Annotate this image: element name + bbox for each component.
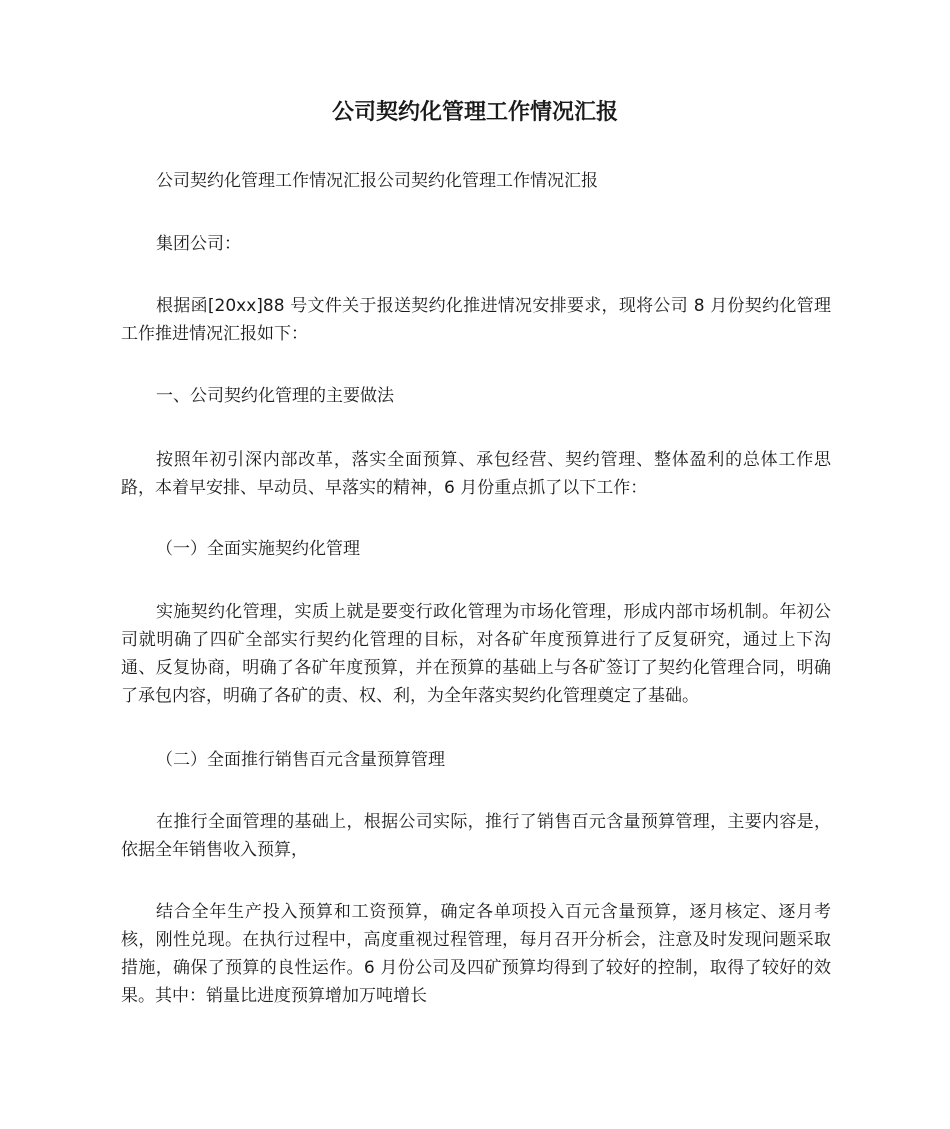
subsection-heading-1: （一）全面实施契约化管理: [156, 539, 360, 559]
paragraph-subtitle: 公司契约化管理工作情况汇报公司契约化管理工作情况汇报: [156, 171, 598, 191]
subsection-heading-2: （二）全面推行销售百元含量预算管理: [156, 750, 445, 770]
paragraph-contract-management: 实施契约化管理，实质上就是要变行政化管理为市场化管理，形成内部市场机制。年初公司就明确了四矿全部实行契约化管理的目标，对各矿年度预算进行了反复研究，通过上下沟通、反复协商，明确了各矿年度预算，并在预算的基础上与各矿签订了契约化管理合同，明确了承包内容，明确了各矿的责、权、利，为全年落实契约化管理奠定了基础。: [121, 602, 831, 706]
section-heading-1: 一、公司契约化管理的主要做法: [156, 386, 394, 406]
paragraph-salutation: 集团公司：: [156, 234, 241, 254]
paragraph-budget-results: 结合全年生产投入预算和工资预算，确定各单项投入百元含量预算，逐月核定、逐月考核，刚性兑现。在执行过程中，高度重视过程管理，每月召开分析会，注意及时发现问题采取措施，确保了预算的良性运作。6 月份公司及四矿预算均得到了较好的控制，取得了较好的效果。其中：销量比进度预算增加万吨增长: [121, 902, 831, 1006]
paragraph-budget-management: 在推行全面管理的基础上，根据公司实际，推行了销售百元含量预算管理，主要内容是，依据全年销售收入预算，: [121, 812, 831, 860]
paragraph-work-approach: 按照年初引深内部改革，落实全面预算、承包经营、契约管理、整体盈利的总体工作思路，本着早安排、早动员、早落实的精神，6 月份重点抓了以下工作：: [121, 450, 831, 498]
paragraph-intro: 根据函[20xx]88 号文件关于报送契约化推进情况安排要求，现将公司 8 月份契约化管理工作推进情况汇报如下：: [121, 296, 831, 344]
document-title: 公司契约化管理工作情况汇报: [331, 100, 618, 125]
